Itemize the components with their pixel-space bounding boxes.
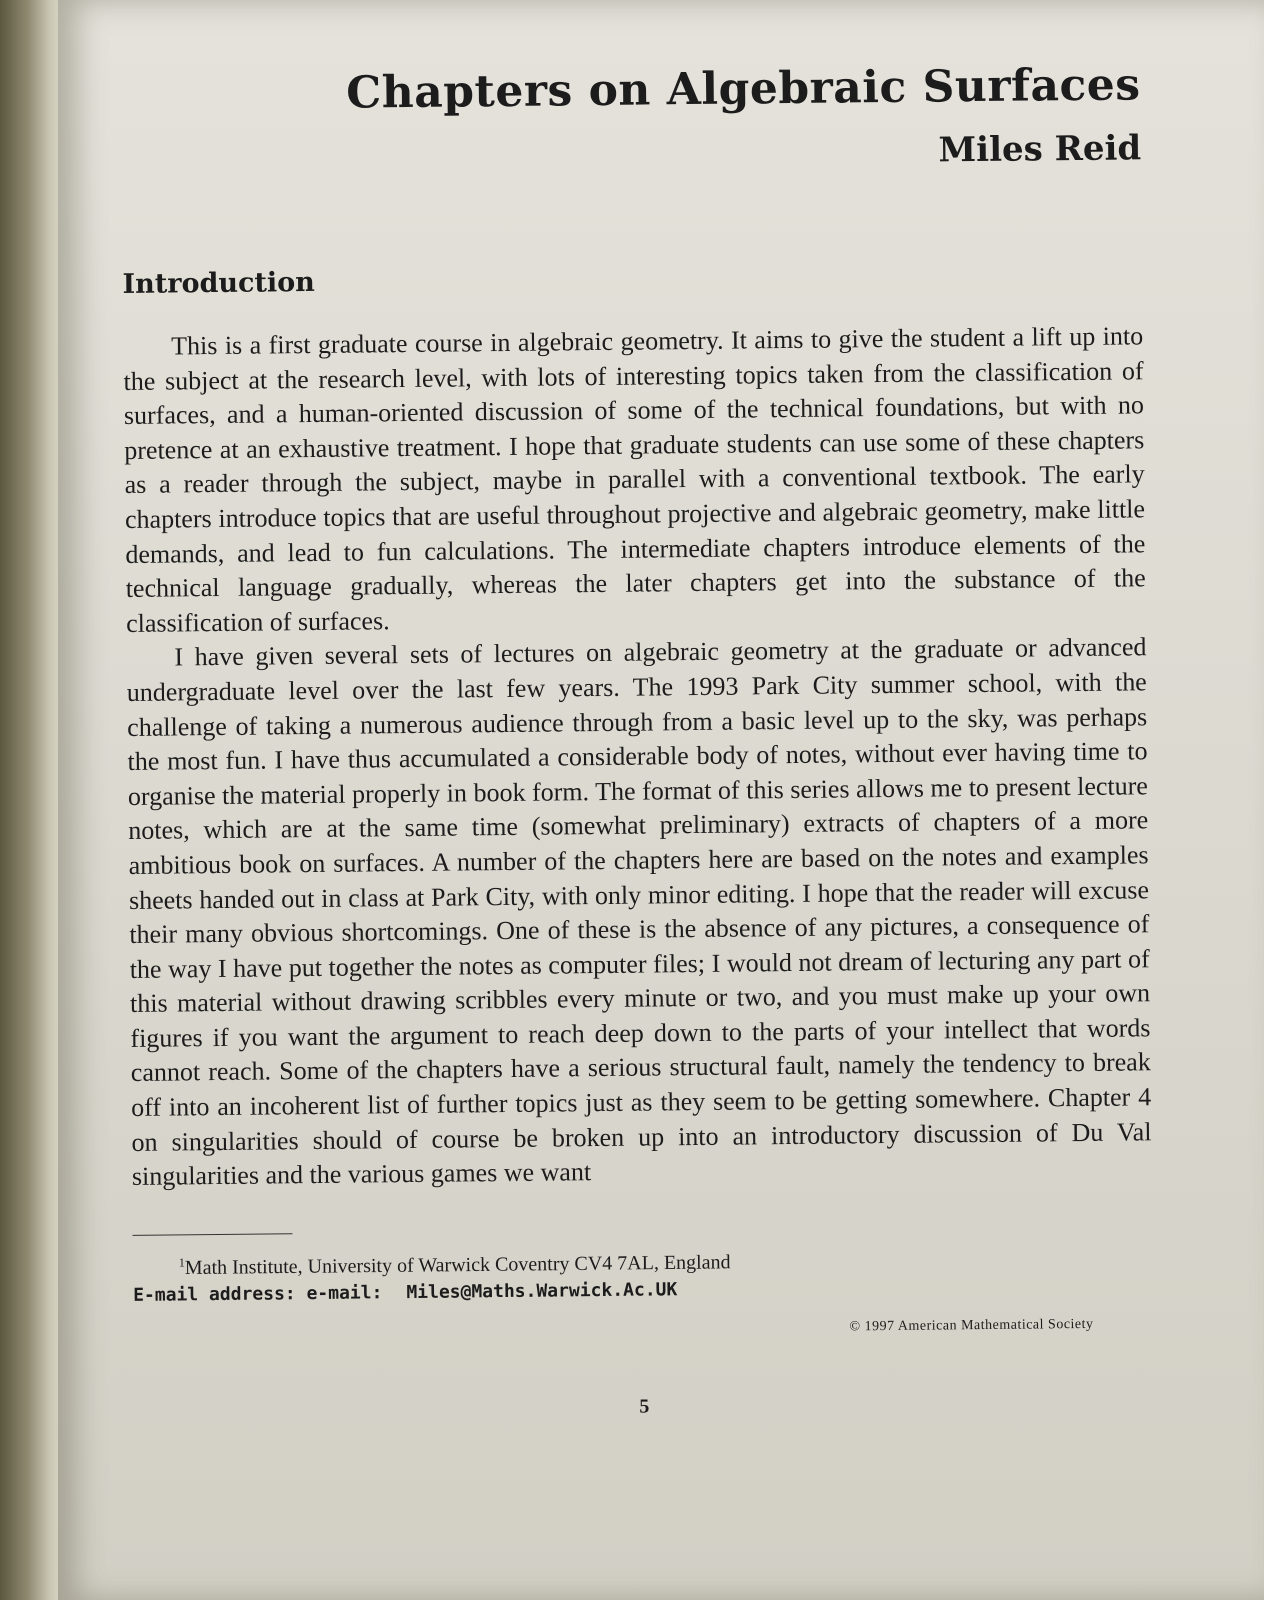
book-spine bbox=[0, 0, 62, 1600]
author-name: Miles Reid bbox=[938, 128, 1142, 171]
section-heading: Introduction bbox=[122, 266, 316, 300]
footnote-marker: 1 bbox=[178, 1255, 185, 1270]
footnote-affiliation-line bbox=[133, 1239, 1153, 1281]
book-page bbox=[58, 0, 1264, 1600]
copyright-notice: © 1997 American Mathematical Society bbox=[849, 1316, 1094, 1334]
email-label: E-mail address: e-mail: bbox=[133, 1281, 383, 1306]
page-number: 5 bbox=[639, 1395, 650, 1418]
footnote-rule bbox=[133, 1233, 293, 1236]
paragraph-2: I have given several sets of lectures on algebraic geometry at the graduate or advanced undergraduate level over the last few years. The 1993 Park City summer school, with the challenge of taking a numerous audience through from a basic level up to the sky, was perhaps the most fun. I have thus accumulated a considerable body of notes, without ever having time to organise the material properly in book form. The format of this series allows me to present lecture notes, which are at the same time (somewhat preliminary) extracts of chapters of a more ambitious book on surfaces. A number of the chapters here are based on the notes and examples sheets handed out in class at Park City, with only minor editing. I hope that the reader will excuse their many obvious shortcomings. One of these is the absence of any pictures, a consequence of the way I have put together the notes as computer files; I would not dream of lecturing any part of this material without drawing scribbles every minute or two, and you must make up your own figures if you want the argument to reach deep down to the parts of your intellect that words cannot reach. Some of the chapters have a serious structural fault, namely the tendency to break off into an incoherent list of further topics just as they seem to be getting somewhere. Chapter 4 on singularities should of course be broken up into an introductory discussion of Du Val singularities and the various games we want bbox=[126, 632, 1152, 1192]
email-address: Miles@Maths.Warwick.Ac.UK bbox=[406, 1278, 678, 1303]
chapter-title: Chapters on Algebraic Surfaces bbox=[345, 59, 1141, 119]
paragraph-1: This is a first graduate course in algebraic geometry. It aims to give the student a lift up into the subject at the research level, with lots of interesting topics taken from the classification of surfaces, and a human-oriented discussion of some of the technical foundations, but with no pretence at an exhaustive treatment. I hope that graduate students can use some of these chapters as a reader through the subject, maybe in parallel with a conventional textbook. The early chapters introduce topics that are useful throughout projective and algebraic geometry, make little demands, and lead to fun calculations. The intermediate chapters introduce elements of the technical language gradually, whereas the later chapters get into the substance of the classification of surfaces. bbox=[123, 321, 1146, 638]
page-content bbox=[120, 29, 1154, 1423]
footnote bbox=[133, 1239, 1154, 1308]
footnote-affiliation: Math Institute, University of Warwick Coventry CV4 7AL, England bbox=[184, 1251, 731, 1279]
